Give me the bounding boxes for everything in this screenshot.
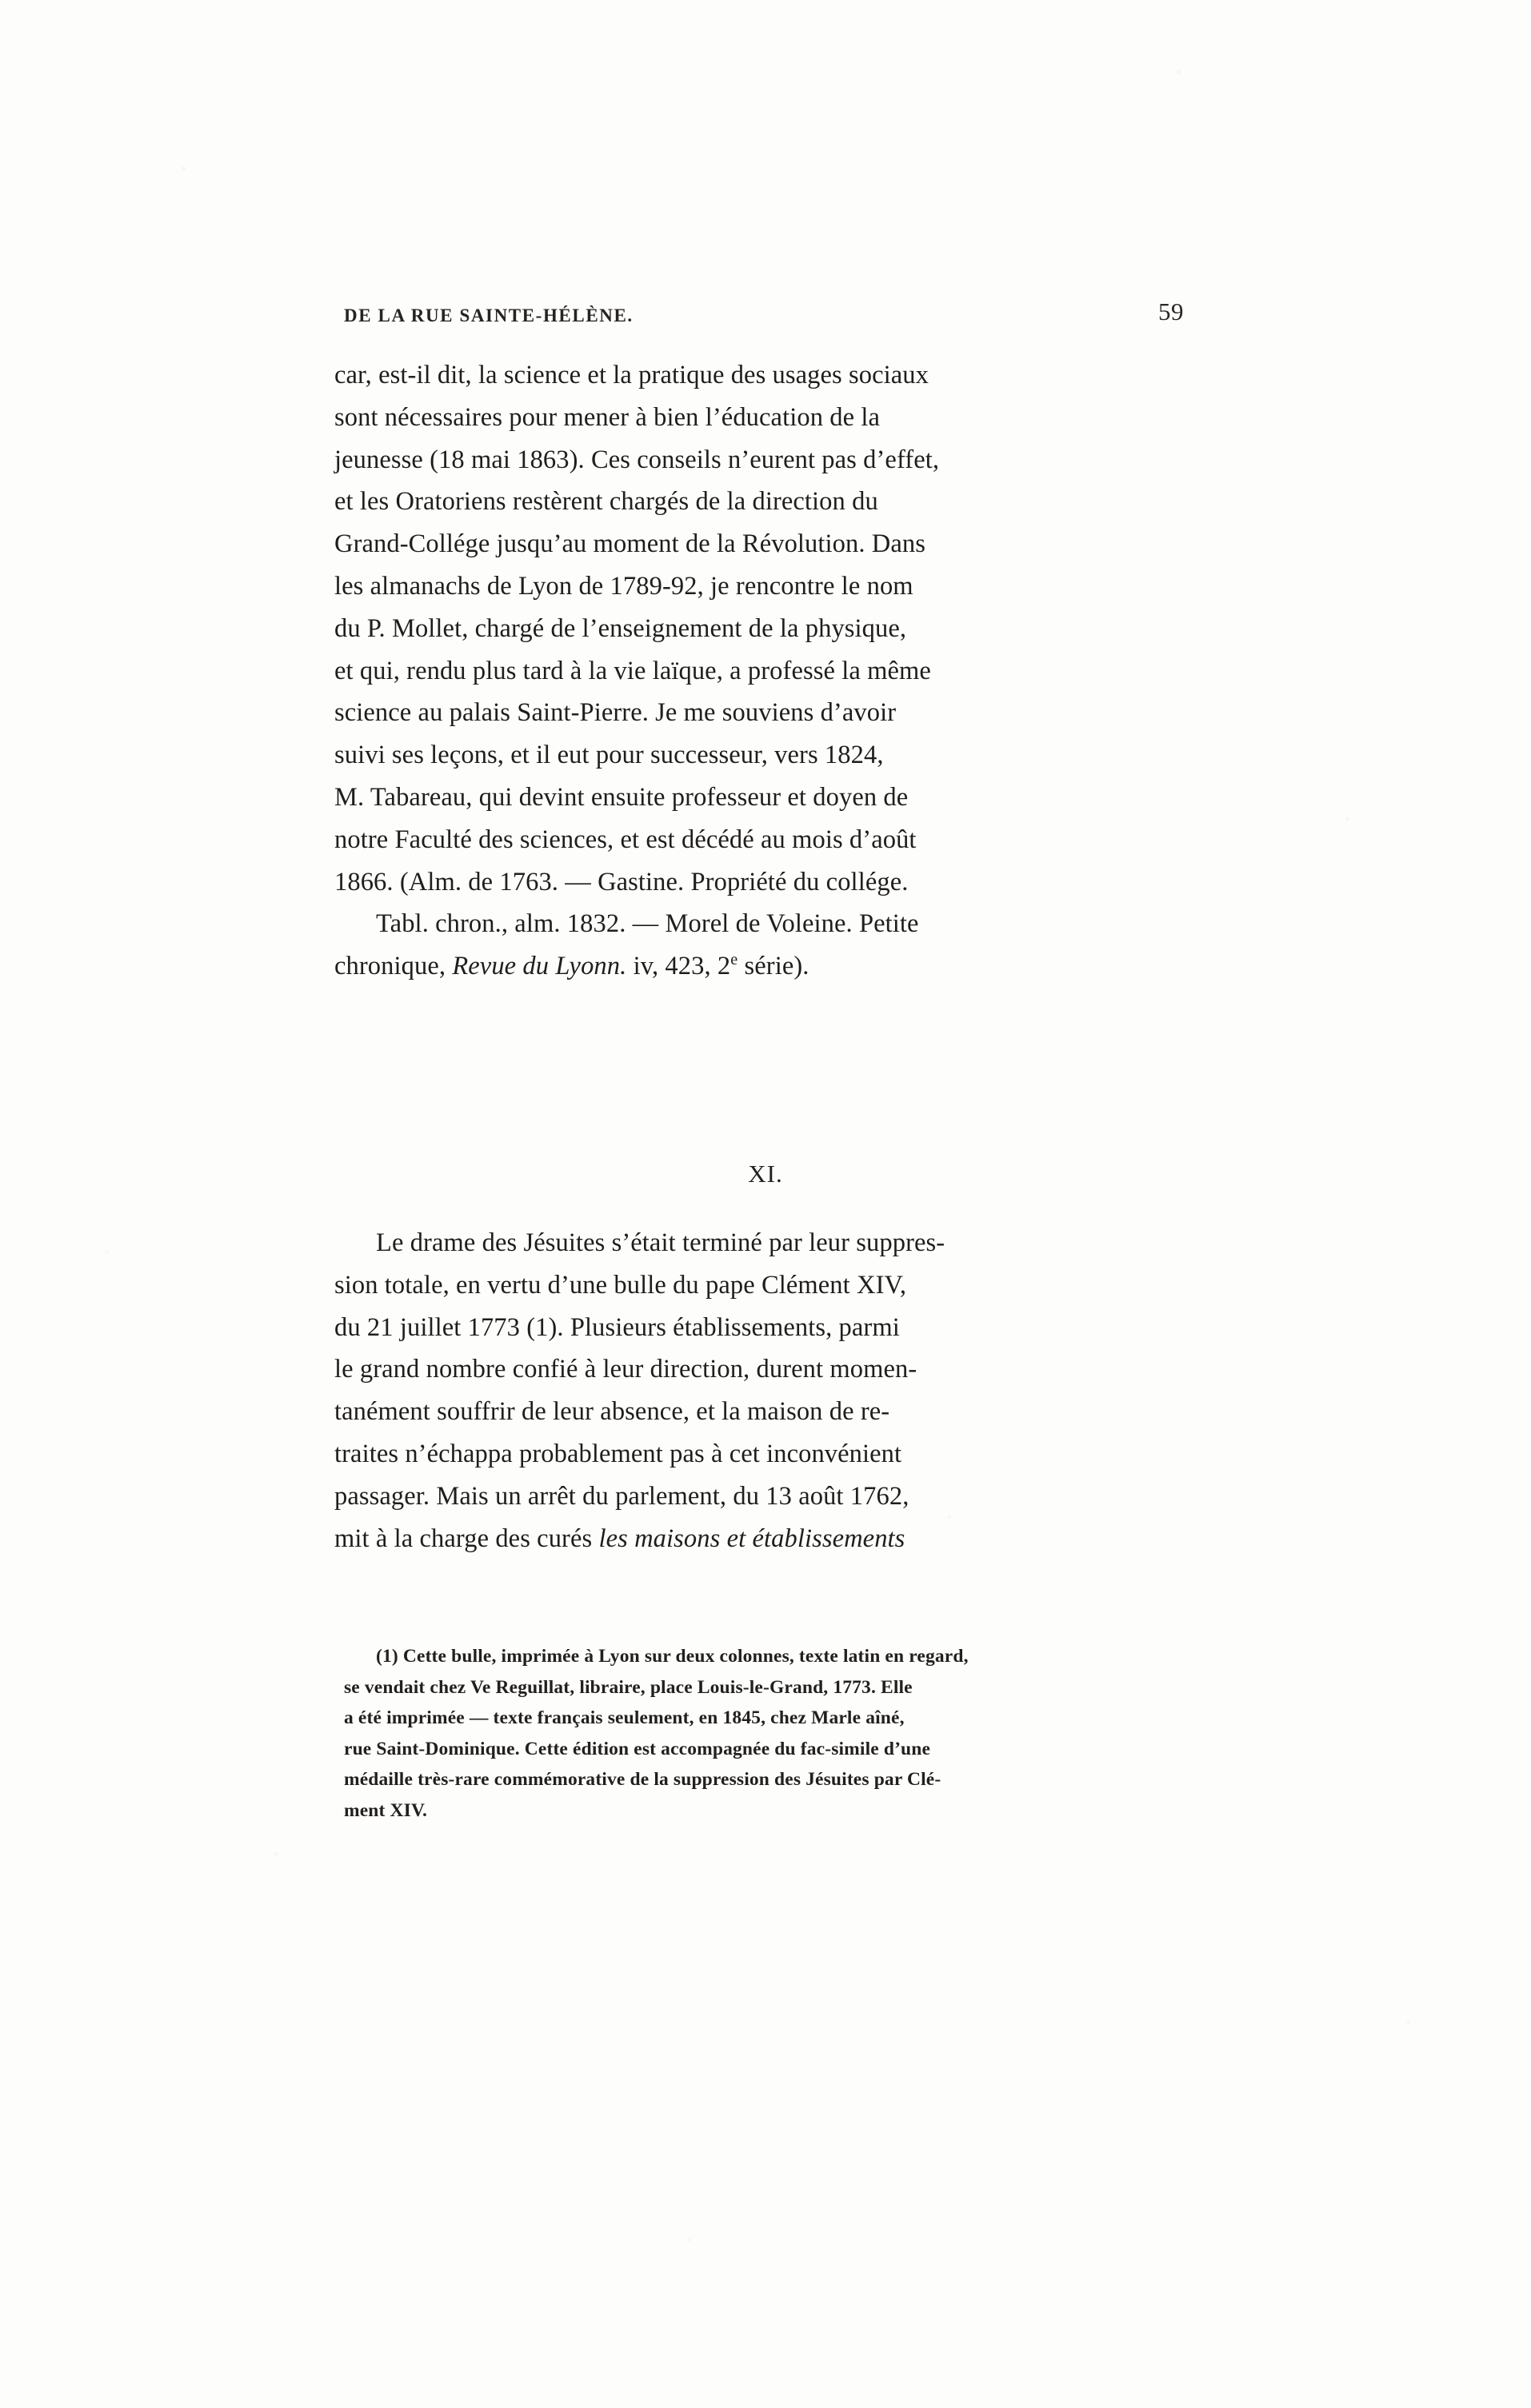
text-line: notre Faculté des sciences, et est décédé au mois d’août — [334, 825, 917, 854]
text-line: les almanachs de Lyon de 1789-92, je rencontre le nom — [334, 571, 913, 601]
text-line — [334, 903, 1224, 945]
footnote-line: ment XIV. — [344, 1799, 428, 1821]
text-line: tanément souffrir de leur absence, et la maison de re- — [334, 1397, 890, 1427]
citation-prefix: chronique, — [334, 952, 453, 981]
footnote-line-inner: (1) Cette bulle, imprimée à Lyon sur deux colonnes, texte latin en regard, — [376, 1646, 969, 1667]
text-line-emphasis — [334, 1518, 1224, 1560]
footnote-line: a été imprimée — texte français seulement, en 1845, chez Marle aîné, — [344, 1707, 905, 1728]
text-line: sion totale, en vertu d’une bulle du pape Clément XIV, — [334, 1270, 907, 1300]
citation-ordinal: e — [730, 951, 738, 969]
text-line-inner: Tabl. chron., alm. 1832. — Morel de Voleine. Petite — [376, 909, 919, 939]
text-line: le grand nombre confié à leur direction, durent momen- — [334, 1355, 917, 1384]
page-number: 59 — [1158, 298, 1184, 325]
text-line: du P. Mollet, chargé de l’enseignement de la physique, — [334, 613, 907, 643]
footnote-line: médaille très-rare commémorative de la suppression des Jésuites par Clé- — [344, 1769, 941, 1790]
text-line: traites n’échappa probablement pas à cet inconvénient — [334, 1439, 902, 1468]
paragraph-first — [334, 354, 1224, 988]
text-line: jeunesse (18 mai 1863). Ces conseils n’eurent pas d’effet, — [334, 445, 940, 474]
text-line — [334, 1222, 1224, 1264]
footnote-line — [344, 1641, 1221, 1672]
text-line: du 21 juillet 1773 (1). Plusieurs établissements, parmi — [334, 1312, 900, 1342]
paragraph-second — [334, 1222, 1224, 1559]
text-line: passager. Mais un arrêt du parlement, du 13 août 1762, — [334, 1481, 909, 1511]
text-line-prefix: mit à la charge des curés — [334, 1523, 599, 1553]
page-header — [344, 305, 1224, 326]
citation-suffix: série). — [738, 952, 809, 981]
text-line: 1866. (Alm. de 1763. — Gastine. Propriété du collége. — [334, 867, 909, 897]
text-line-inner: Le drame des Jésuites s’était terminé par leur suppres- — [376, 1228, 945, 1257]
text-line: Grand-Collége jusqu’au moment de la Révolution. Dans — [334, 529, 926, 559]
section-number: XI. — [748, 1160, 783, 1188]
footnote-line: se vendait chez Ve Reguillat, libraire, place Louis-le-Grand, 1773. Elle — [344, 1676, 913, 1698]
text-line: M. Tabareau, qui devint ensuite professeur et doyen de — [334, 782, 909, 812]
text-line: sont nécessaires pour mener à bien l’éducation de la — [334, 402, 881, 432]
citation-volume: iv, 423, 2 — [626, 952, 731, 981]
text-line-citation — [334, 945, 1224, 988]
running-head: DE LA RUE SAINTE-HÉLÈNE. — [344, 305, 634, 325]
text-line: car, est-il dit, la science et la pratique des usages sociaux — [334, 361, 929, 389]
emphasized-phrase: les maisons et établissements — [598, 1523, 905, 1553]
text-line: et les Oratoriens restèrent chargés de la direction du — [334, 487, 878, 517]
footnote — [344, 1641, 1221, 1826]
text-line: science au palais Saint-Pierre. Je me souviens d’avoir — [334, 698, 897, 728]
citation-title: Revue du Lyonn. — [452, 952, 627, 981]
text-line: et qui, rendu plus tard à la vie laïque, a professé la même — [334, 656, 931, 685]
text-line: suivi ses leçons, et il eut pour successeur, vers 1824, — [334, 741, 884, 770]
footnote-line: rue Saint-Dominique. Cette édition est accompagnée du fac-simile d’une — [344, 1738, 931, 1759]
